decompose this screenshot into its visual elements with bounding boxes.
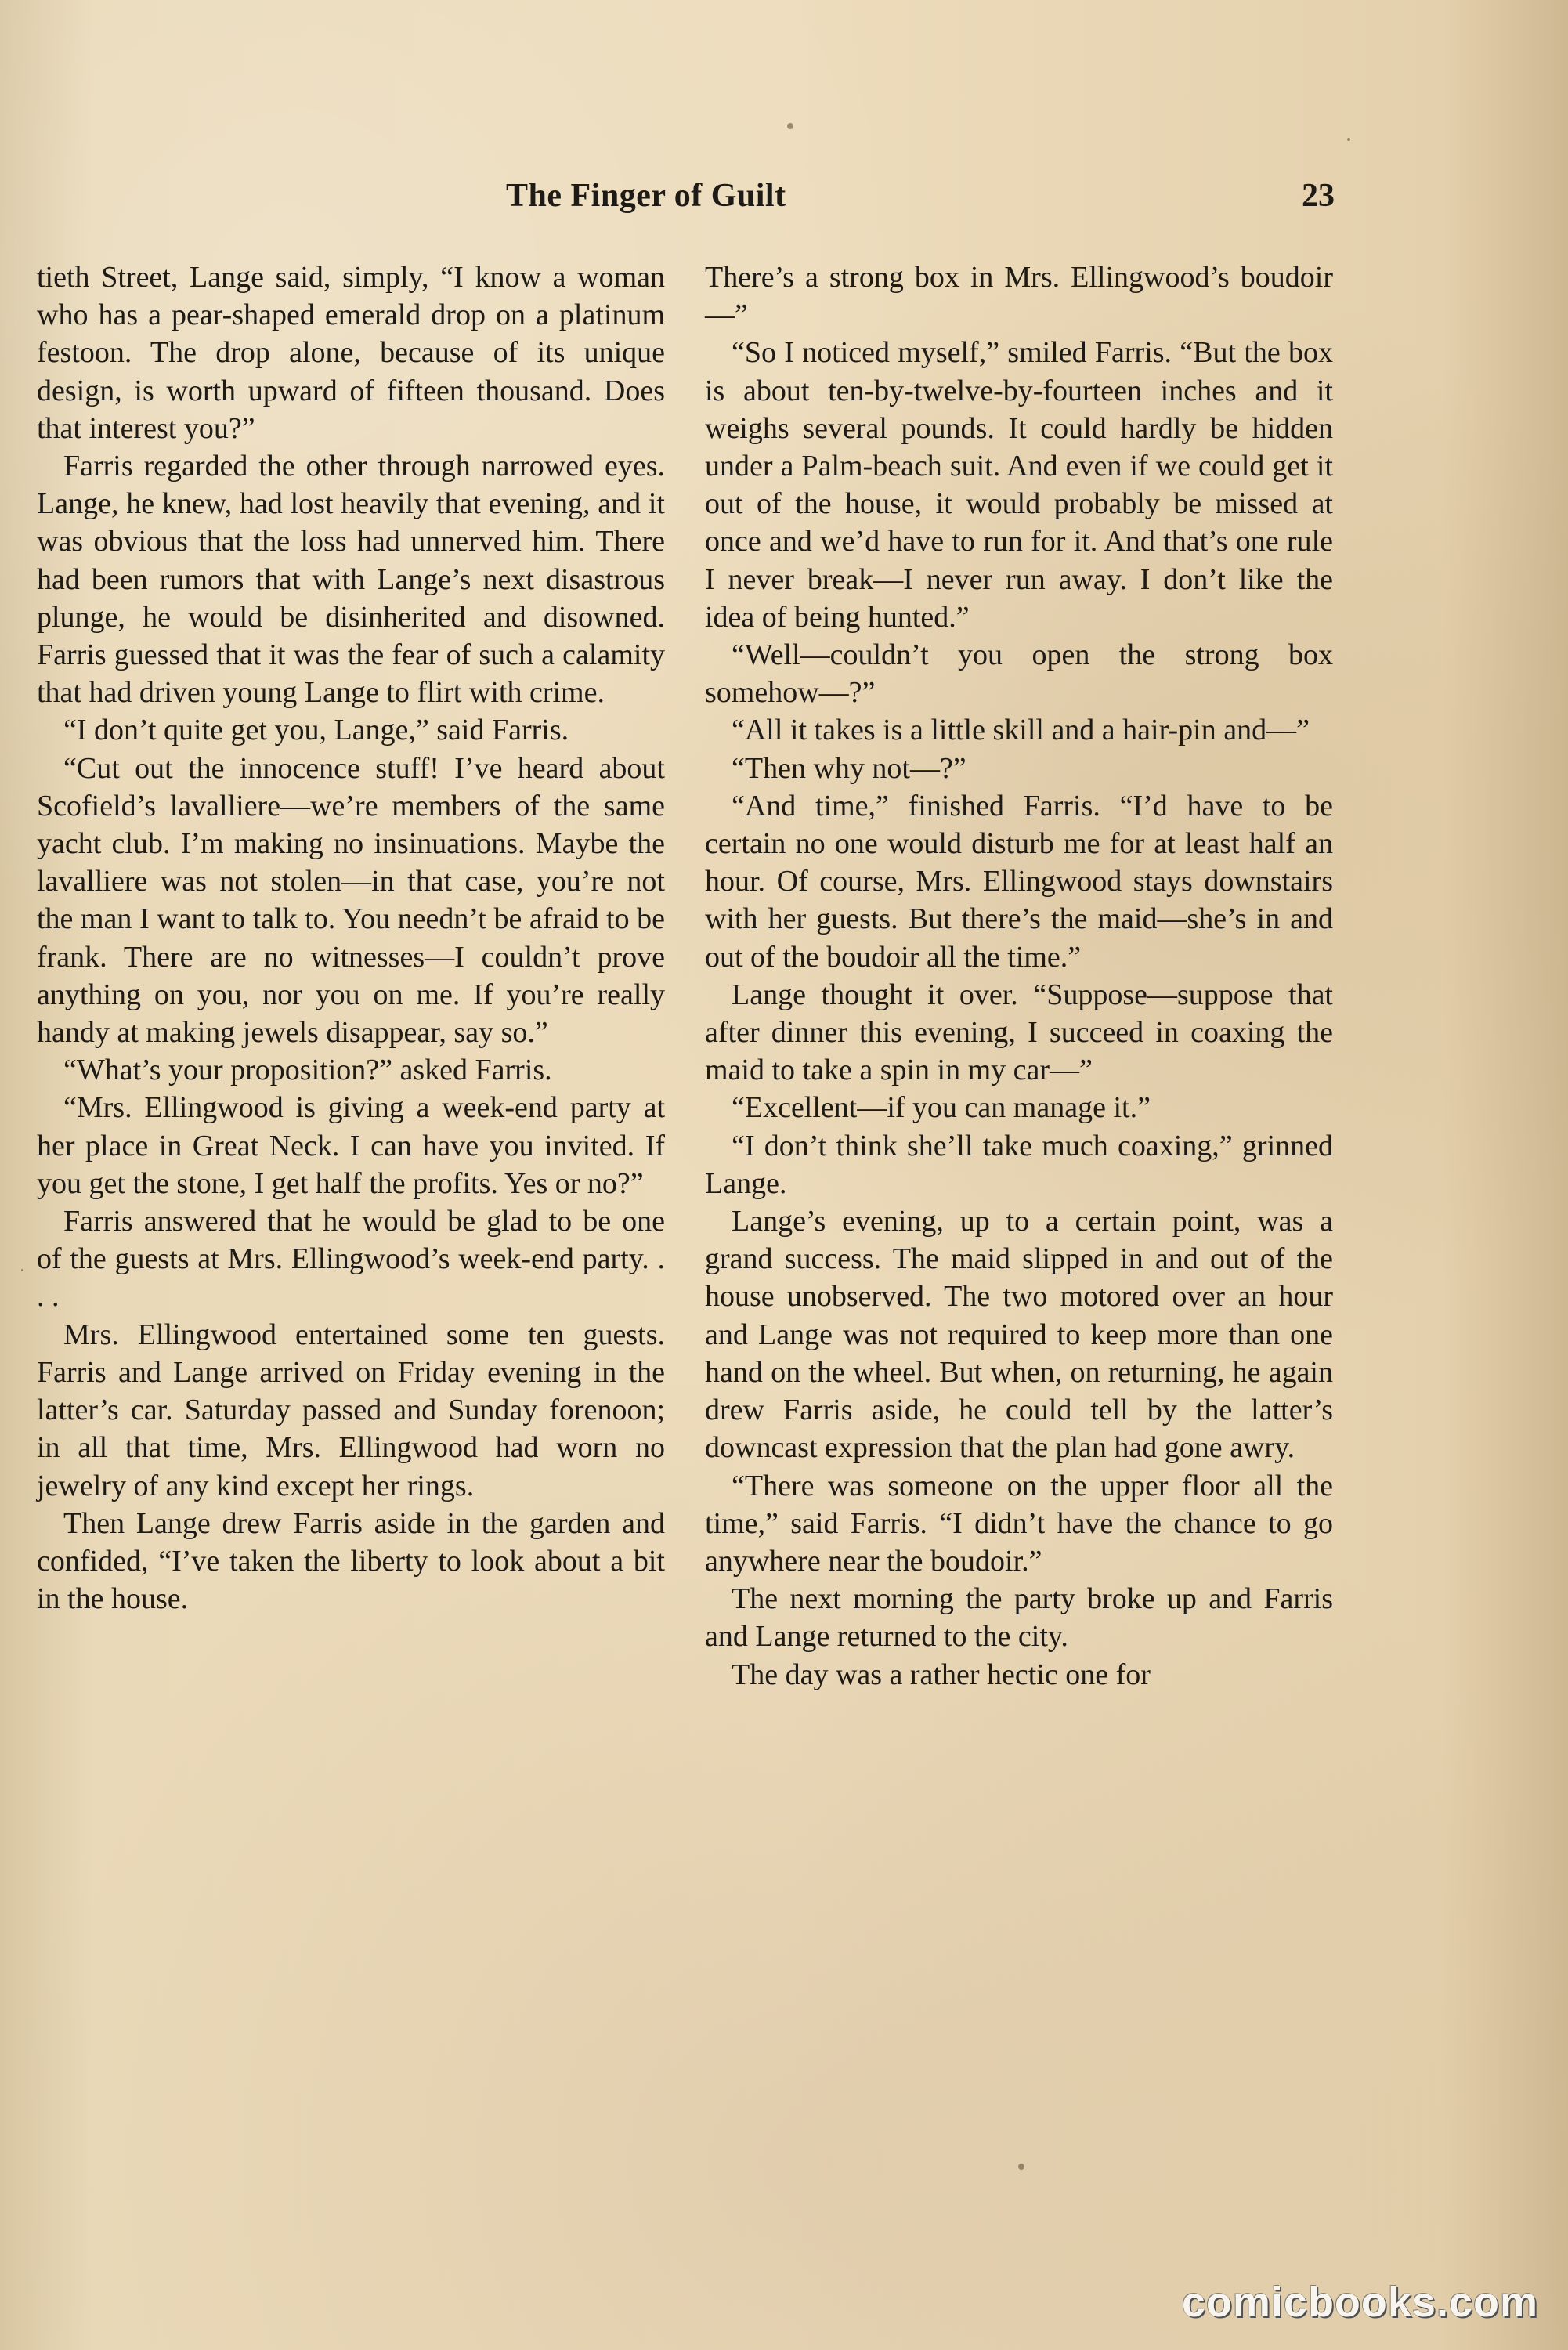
running-title: The Finger of Guilt — [506, 178, 786, 214]
right-text-column — [705, 258, 1333, 1694]
paragraph: Farris regarded the other through narrowed eyes. Lange, he knew, had lost heavily that evening, and it was obvious that the loss had unnerved him. There had been rumors that with Lange’s next disastrous plunge, he would be disinherited and disowned. Farris guessed that it was the fear of such a calamity that had driven young Lange to flirt with crime. — [37, 450, 665, 710]
paragraph: “Excellent—if you can manage it.” — [732, 1091, 1151, 1125]
paragraph: Farris answered that he would be glad to be one of the guests at Mrs. Ellingwood’s week-end party. . . . — [37, 1205, 665, 1314]
paragraph: There’s a strong box in Mrs. Ellingwood’s boudoir—” — [705, 261, 1333, 332]
paragraph: Lange thought it over. “Suppose—suppose that after dinner this evening, I succeed in coaxing the maid to take a spin in my car—” — [705, 978, 1333, 1087]
paper-speck — [1018, 2164, 1024, 2170]
paragraph: The next morning the party broke up and Farris and Lange returned to the city. — [705, 1582, 1333, 1654]
left-text-column — [37, 258, 665, 1618]
page-number: 23 — [1302, 178, 1335, 214]
paragraph: Then Lange drew Farris aside in the garden and confided, “I’ve taken the liberty to look about a bit in the house. — [37, 1506, 665, 1616]
paragraph: “So I noticed myself,” smiled Farris. “But the box is about ten-by-twelve-by-fourteen inches and it weighs several pounds. It could hardly be hidden under a Palm-beach suit. And even if we could get it out of the house, it would probably be missed at once and we’d have to run for it. And that’s one rule I never break—I never run away. I don’t like the idea of being hunted.” — [705, 336, 1333, 634]
paragraph: “I don’t think she’ll take much coaxing,” grinned Lange. — [705, 1129, 1333, 1200]
paper-speck — [787, 123, 793, 129]
paragraph: “Then why not—?” — [732, 751, 966, 785]
paragraph: “All it takes is a little skill and a hair-pin and—” — [732, 714, 1310, 747]
paragraph: The day was a rather hectic one for — [732, 1658, 1151, 1691]
paragraph: Mrs. Ellingwood entertained some ten guests. Farris and Lange arrived on Friday evening in the latter’s car. Saturday passed and Sunday forenoon; in all that time, Mrs. Ellingwood had worn no jewelry of any kind except her rings. — [37, 1318, 665, 1502]
paper-speck — [21, 1269, 23, 1271]
paragraph: “I don’t quite get you, Lange,” said Farris. — [63, 714, 569, 747]
paragraph: “Well—couldn’t you open the strong box somehow—?” — [705, 638, 1333, 710]
paragraph: “What’s your proposition?” asked Farris. — [63, 1054, 552, 1087]
paragraph: “Cut out the innocence stuff! I’ve heard about Scofield’s lavalliere—we’re members of the same yacht club. I’m making no insinuations. Maybe the lavalliere was not stolen—in that case, you’re not the man I want to talk to. You needn’t be afraid to be frank. There are no witnesses—I couldn’t prove anything on you, nor you on me. If you’re really handy at making jewels disappear, say so.” — [37, 751, 665, 1050]
paragraph: tieth Street, Lange said, simply, “I know a woman who has a pear-shaped emerald drop on a platinum festoon. The drop alone, because of its unique design, is worth upward of fifteen thousand. Does that interest you?” — [37, 261, 665, 445]
paragraph: Lange’s evening, up to a certain point, was a grand success. The maid slipped in and out of the house unobserved. The two motored over an hour and Lange was not required to keep more than one hand on the wheel. But when, on returning, he again drew Farris aside, he could tell by the latter’s downcast expression that the plan had gone awry. — [705, 1205, 1333, 1465]
paragraph: “Mrs. Ellingwood is giving a week-end party at her place in Great Neck. I can have you invited. If you get the stone, I get half the profits. Yes or no?” — [37, 1091, 665, 1200]
page-header — [506, 177, 1335, 232]
paragraph: “And time,” finished Farris. “I’d have to be certain no one would disturb me for at least half an hour. Of course, Mrs. Ellingwood stays downstairs with her guests. But there’s the maid—she’s in and out of the boudoir all the time.” — [705, 789, 1333, 974]
paper-speck — [1347, 138, 1350, 141]
paragraph: “There was someone on the upper floor all the time,” said Farris. “I didn’t have the chance to go anywhere near the boudoir.” — [705, 1469, 1333, 1578]
site-watermark: comicbooks.com — [1181, 2279, 1538, 2326]
